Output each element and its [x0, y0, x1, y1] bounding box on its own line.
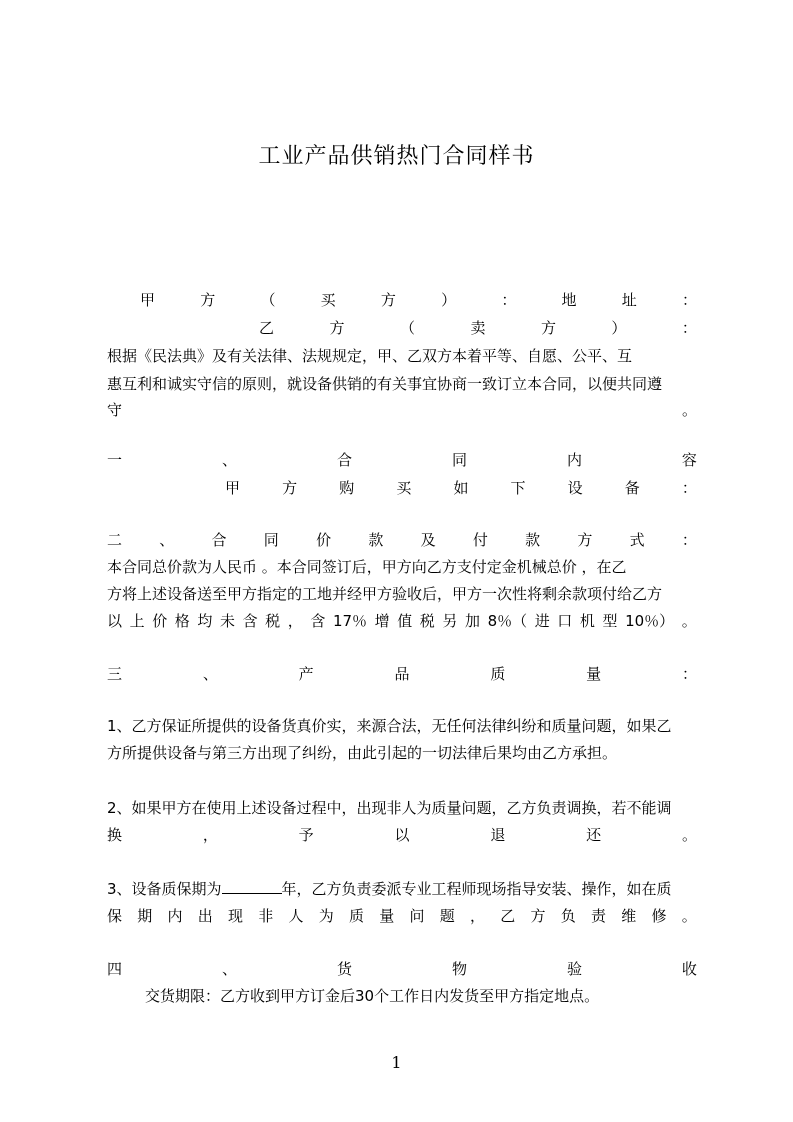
- text-segment: 购: [339, 479, 355, 497]
- text-segment: 以: [394, 826, 410, 844]
- text-segment: ：: [681, 531, 697, 549]
- text-segment: 予: [298, 826, 314, 844]
- text-segment: 换: [107, 826, 123, 844]
- text-segment: 未: [219, 612, 235, 630]
- section-3-heading: [107, 662, 697, 686]
- text-segment: 负: [560, 907, 576, 925]
- text-segment: 还: [586, 826, 602, 844]
- text-segment: 加: [464, 612, 480, 630]
- text-segment: 方: [200, 291, 216, 309]
- text-segment: 保: [107, 907, 123, 925]
- intro-line-2: 惠互利和诚实守信的原则，就设备供销的有关事宜协商一致订立本合同，以便共同遵: [107, 375, 663, 393]
- text-segment: 题: [439, 907, 455, 925]
- text-segment: 款: [368, 531, 384, 549]
- text-segment: 买: [396, 479, 412, 497]
- text-segment: 方: [329, 319, 345, 337]
- text-segment: 备: [624, 479, 640, 497]
- text-segment: 价: [152, 612, 168, 630]
- text-segment: 收: [681, 960, 697, 978]
- text-segment: 款: [525, 531, 541, 549]
- text-segment: 乙: [500, 907, 516, 925]
- text-segment: 如: [453, 479, 469, 497]
- text-segment: 10％）: [625, 612, 675, 630]
- text-segment: 非: [258, 907, 274, 925]
- text-segment: 期: [137, 907, 153, 925]
- text-segment: 合: [336, 451, 352, 469]
- section-2-line-1: 本合同总价款为人民币 。本合同签订后，甲方向乙方支付定金机械总价 ，在乙: [107, 558, 627, 576]
- text-segment: ）: [441, 291, 457, 309]
- text-segment: 地: [561, 291, 577, 309]
- text-segment: 问: [409, 907, 425, 925]
- text-segment: 、: [202, 665, 218, 683]
- section-2-line-2: 方将上述设备送至甲方指定的工地并经甲方验收后，甲方一次性将剩余款项付给乙方: [107, 585, 663, 603]
- text-segment: 产: [298, 665, 314, 683]
- text-segment: （: [260, 291, 276, 309]
- text-segment: 上: [129, 612, 145, 630]
- text-segment: ，: [287, 612, 303, 630]
- text-segment: 卖: [470, 319, 486, 337]
- text-segment: 8％（: [487, 612, 528, 630]
- text-segment: 含: [310, 612, 326, 630]
- text-segment: 为: [318, 907, 334, 925]
- text-segment: 修: [651, 907, 667, 925]
- text-segment: 二: [107, 531, 123, 549]
- text-segment: 同: [263, 531, 279, 549]
- text-segment: 量: [379, 907, 395, 925]
- text-segment: 、: [221, 451, 237, 469]
- text-segment: 人: [288, 907, 304, 925]
- quality-item-3-line-2: [107, 904, 697, 928]
- text-segment: ：: [681, 665, 697, 683]
- intro-line-3: [107, 398, 697, 422]
- text-segment: 口: [557, 612, 573, 630]
- text-segment: 。: [681, 907, 697, 925]
- text-segment: 以: [107, 612, 123, 630]
- section-1-body: [107, 476, 697, 500]
- text-segment: 合: [211, 531, 227, 549]
- text-segment: 含: [242, 612, 258, 630]
- page-number: 1: [391, 1053, 402, 1072]
- text-segment: 同: [451, 451, 467, 469]
- section-1-heading: [107, 448, 697, 472]
- party-b-line: [107, 316, 697, 340]
- warranty-prefix: 3、设备质保期为: [107, 880, 222, 898]
- text-segment: 。: [681, 826, 697, 844]
- text-segment: 设: [567, 479, 583, 497]
- text-segment: ：: [501, 291, 517, 309]
- text-segment: 物: [451, 960, 467, 978]
- warranty-suffix: 年，乙方负责委派专业工程师现场指导安装、操作，如在质: [281, 880, 672, 898]
- text-segment: 。: [681, 401, 697, 419]
- text-segment: 址: [621, 291, 637, 309]
- text-segment: 货: [336, 960, 352, 978]
- text-segment: 格: [174, 612, 190, 630]
- text-segment: 价: [316, 531, 332, 549]
- text-segment: 17％: [332, 612, 368, 630]
- text-segment: 守: [107, 401, 123, 419]
- quality-item-3-line-1: [107, 877, 697, 901]
- intro-line-1: 根据《民法典》及有关法律、法规规定，甲、乙双方本着平等、自愿、公平、互: [107, 347, 633, 365]
- quality-item-1-line-2: 方所提供设备与第三方出现了纠纷，由此引起的一切法律后果均由乙方承担。: [107, 744, 618, 762]
- text-segment: 四: [107, 960, 123, 978]
- quality-item-1-line-1: 1、乙方保证所提供的设备货真价实，来源合法，无任何法律纠纷和质量问题，如果乙: [107, 717, 672, 735]
- text-segment: 甲: [140, 291, 156, 309]
- text-segment: ）: [611, 319, 627, 337]
- text-segment: 增: [374, 612, 390, 630]
- text-segment: ，: [470, 907, 486, 925]
- text-segment: 均: [197, 612, 213, 630]
- text-segment: 税: [265, 612, 281, 630]
- text-segment: （: [399, 319, 415, 337]
- text-segment: 质: [490, 665, 506, 683]
- text-segment: 维: [621, 907, 637, 925]
- text-segment: 容: [681, 451, 697, 469]
- text-segment: 型: [602, 612, 618, 630]
- section-4-body: 交货期限：乙方收到甲方订金后30个工作日内发货至甲方指定地点。: [145, 987, 600, 1005]
- text-segment: 一: [107, 451, 123, 469]
- text-segment: 退: [490, 826, 506, 844]
- text-segment: 另: [442, 612, 458, 630]
- text-segment: 质: [349, 907, 365, 925]
- text-segment: 、: [221, 960, 237, 978]
- text-segment: 买: [320, 291, 336, 309]
- text-segment: 值: [397, 612, 413, 630]
- text-segment: 乙: [259, 319, 275, 337]
- text-segment: 税: [419, 612, 435, 630]
- text-segment: 机: [579, 612, 595, 630]
- text-segment: 及: [420, 531, 436, 549]
- warranty-period-blank[interactable]: [222, 877, 282, 894]
- text-segment: 。: [681, 612, 697, 630]
- quality-item-2-line-2: [107, 823, 697, 847]
- text-segment: 方: [380, 291, 396, 309]
- document-title: 工业产品供销热门合同样书: [258, 144, 535, 169]
- text-segment: 式: [629, 531, 645, 549]
- text-segment: 、: [159, 531, 175, 549]
- text-segment: 验: [566, 960, 582, 978]
- text-segment: ：: [681, 291, 697, 309]
- quality-item-2-line-1: 2、如果甲方在使用上述设备过程中，出现非人为质量问题，乙方负责调换，若不能调: [107, 799, 672, 817]
- text-segment: 进: [534, 612, 550, 630]
- text-segment: 三: [107, 665, 123, 683]
- text-segment: 方: [282, 479, 298, 497]
- text-segment: 付: [472, 531, 488, 549]
- section-4-heading: [107, 957, 697, 981]
- text-segment: ：: [681, 319, 697, 337]
- text-segment: ：: [681, 479, 697, 497]
- text-segment: 内: [167, 907, 183, 925]
- text-segment: 方: [530, 907, 546, 925]
- text-segment: 现: [228, 907, 244, 925]
- text-segment: 下: [510, 479, 526, 497]
- text-segment: 方: [540, 319, 556, 337]
- text-segment: 内: [566, 451, 582, 469]
- text-segment: 出: [197, 907, 213, 925]
- text-segment: 方: [577, 531, 593, 549]
- section-2-line-3: [107, 609, 697, 633]
- text-segment: ，: [202, 826, 218, 844]
- text-segment: 甲: [225, 479, 241, 497]
- text-segment: 量: [586, 665, 602, 683]
- party-a-line: [107, 288, 697, 312]
- text-segment: 品: [394, 665, 410, 683]
- section-2-heading: [107, 528, 697, 552]
- text-segment: 责: [591, 907, 607, 925]
